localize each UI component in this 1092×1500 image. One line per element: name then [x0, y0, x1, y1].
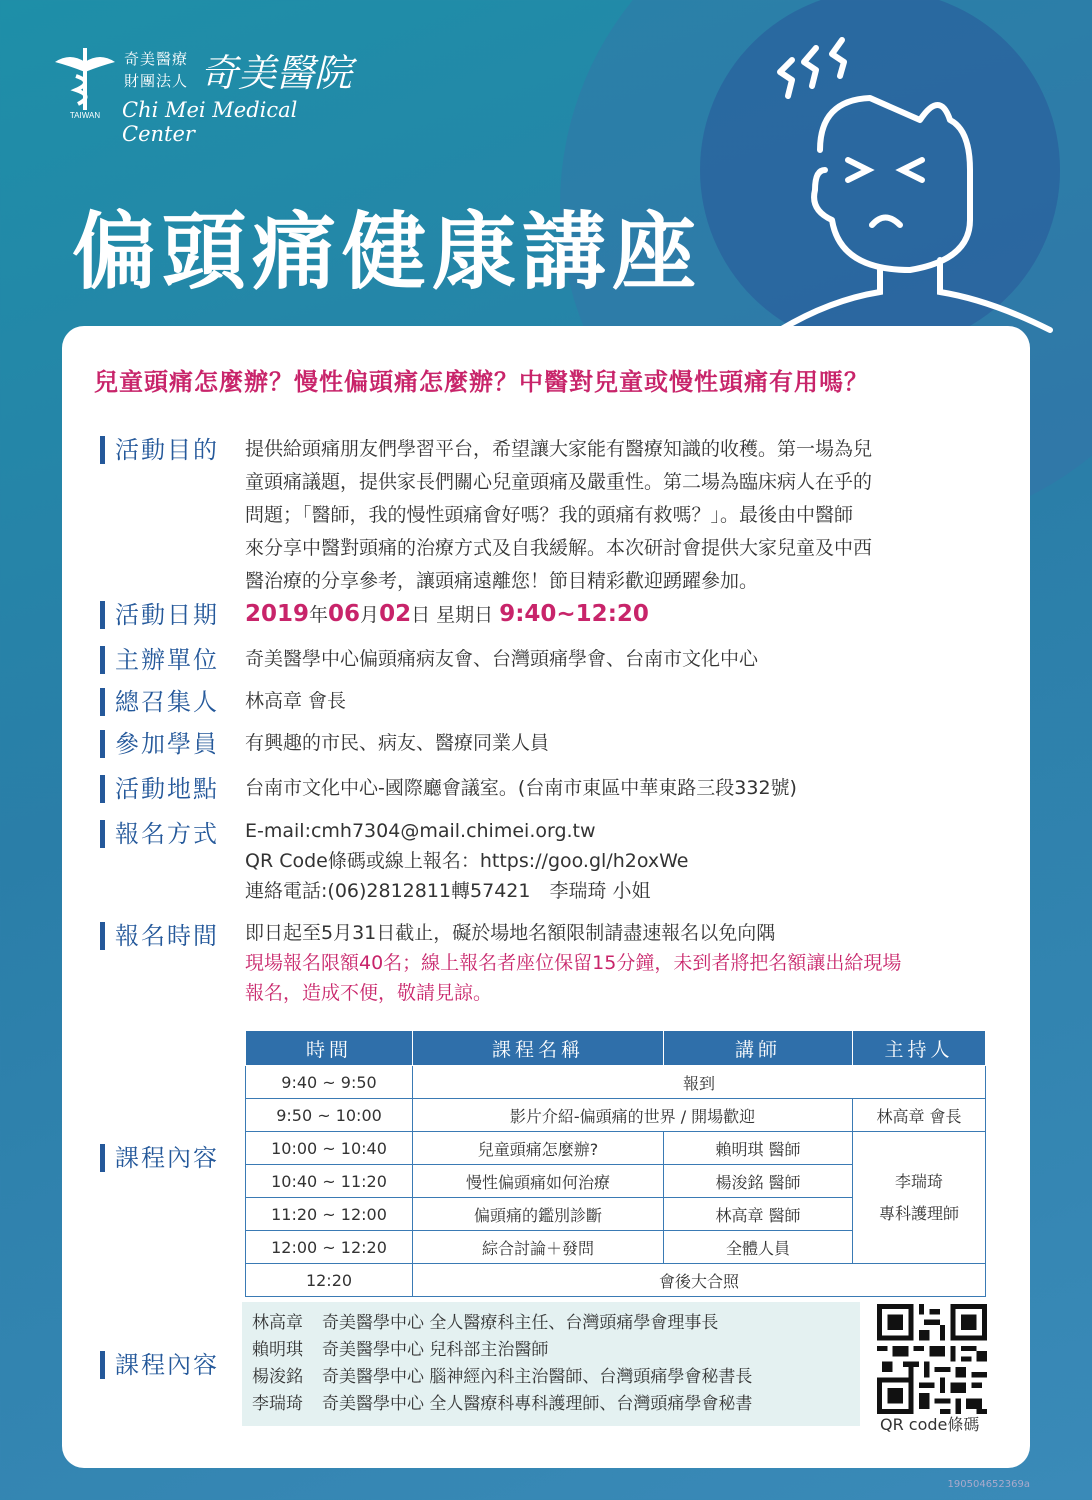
- purpose-text: [245, 433, 985, 598]
- label-purpose: 活動目的: [100, 436, 219, 464]
- date-month: 06: [328, 601, 361, 627]
- event-date: [245, 598, 649, 632]
- cell-topic: 慢性偏頭痛如何治療: [413, 1165, 664, 1198]
- label-convener: 總召集人: [100, 688, 219, 716]
- header-host: 主持人: [853, 1031, 986, 1066]
- organizer-value: 奇美醫學中心偏頭痛病友會、台灣頭痛學會、台南市文化中心: [245, 648, 759, 670]
- date-weekday: 星期日: [436, 604, 494, 626]
- host-title: 專科護理師: [878, 1203, 959, 1223]
- qr-label: QR code條碼: [880, 1415, 980, 1434]
- label-speakers: 課程內容: [100, 1351, 219, 1379]
- cell-topic: 偏頭痛的鑑別診斷: [413, 1198, 664, 1231]
- date-day: 02: [379, 601, 412, 627]
- label-schedule: 課程內容: [100, 1144, 219, 1172]
- speaker-name: 李瑞琦: [252, 1394, 303, 1414]
- speaker-title: 奇美醫學中心 兒科部主治醫師: [322, 1340, 549, 1360]
- cell-topic: 兒童頭痛怎麼辦?: [413, 1132, 664, 1165]
- label-organizer: 主辦單位: [100, 646, 219, 674]
- content-card: [62, 326, 1030, 1468]
- cell-speaker: 林高章 醫師: [664, 1198, 853, 1231]
- speaker-item: [252, 1310, 850, 1337]
- header-time: 時間: [246, 1031, 413, 1066]
- cell-speaker: 楊浚銘 醫師: [664, 1165, 853, 1198]
- date-year-unit: 年: [309, 604, 329, 626]
- table-row: [246, 1132, 986, 1165]
- page-title: 偏頭痛健康講座: [72, 203, 703, 301]
- label-date: 活動日期: [100, 601, 219, 629]
- cell-time: 10:40 ~ 11:20: [246, 1165, 413, 1198]
- cell-speaker: 賴明琪 醫師: [664, 1132, 853, 1165]
- org-line1: 奇美醫療: [124, 50, 189, 68]
- purpose-line: 問題；「醫師，我的慢性頭痛會好嗎？我的頭痛有救嗎？」。最後由中醫師: [245, 504, 854, 526]
- location-value: 台南市文化中心-國際廳會議室。(台南市東區中華東路三段332號): [245, 777, 797, 799]
- emblem-caption: TAIWAN: [69, 111, 101, 120]
- header-speaker: 講師: [664, 1031, 853, 1066]
- hospital-logo: [50, 40, 370, 146]
- purpose-line: 童頭痛議題，提供家長們關心兒童頭痛及嚴重性。第二場為臨床病人在乎的: [245, 471, 873, 493]
- speaker-list: [242, 1302, 860, 1426]
- reg-note: 現場報名限額40名；線上報名者座位保留15分鐘，未到者將把名額讓出給現場: [245, 952, 902, 974]
- reg-note: 報名，造成不便，敬請見諒。: [245, 982, 493, 1004]
- registration-url[interactable]: QR Code條碼或線上報名：https://goo.gl/h2oxWe: [245, 850, 689, 872]
- table-row: [246, 1066, 986, 1099]
- org-line2: 財團法人: [124, 72, 189, 90]
- cell-time: 12:20: [246, 1264, 413, 1297]
- cell-time: 11:20 ~ 12:00: [246, 1198, 413, 1231]
- cell-time: 10:00 ~ 10:40: [246, 1132, 413, 1165]
- table-row: [246, 1264, 986, 1297]
- schedule-table: [245, 1030, 986, 1297]
- cell-topic: 會後大合照: [413, 1264, 986, 1297]
- date-time: 9:40~12:20: [499, 601, 649, 627]
- caduceus-emblem-icon: [50, 40, 120, 120]
- host-name: 李瑞琦: [894, 1171, 943, 1191]
- speaker-item: [252, 1391, 850, 1418]
- header-topic: 課程名稱: [413, 1031, 664, 1066]
- speaker-title: 奇美醫學中心 全人醫療科主任、台灣頭痛學會理事長: [322, 1313, 719, 1333]
- purpose-line: 提供給頭痛朋友們學習平台，希望讓大家能有醫療知識的收穫。第一場為兒: [245, 438, 873, 460]
- speaker-title: 奇美醫學中心 腦神經內科主治醫師、台灣頭痛學會秘書長: [322, 1367, 753, 1387]
- hospital-name: 奇美醫院: [200, 51, 353, 95]
- cell-speaker: 全體人員: [664, 1231, 853, 1264]
- speaker-item: [252, 1364, 850, 1391]
- label-reg-time: 報名時間: [100, 922, 219, 950]
- registration-email[interactable]: E-mail:cmh7304@mail.chimei.org.tw: [245, 820, 596, 842]
- table-row: [246, 1099, 986, 1132]
- registration-info: [245, 816, 688, 906]
- hospital-en-name: Chi Mei Medical Center: [122, 98, 298, 146]
- cell-time: 9:50 ~ 10:00: [246, 1099, 413, 1132]
- cell-time: 9:40 ~ 9:50: [246, 1066, 413, 1099]
- cell-topic: 綜合討論＋發問: [413, 1231, 664, 1264]
- schedule-header-row: [246, 1031, 986, 1066]
- convener-value: 林高章 會長: [245, 690, 347, 712]
- speaker-title: 奇美醫學中心 全人醫療科專科護理師、台灣頭痛學會秘書: [322, 1394, 753, 1414]
- participants-value: 有興趣的市民、病友、醫療同業人員: [245, 732, 550, 754]
- purpose-line: 醫治療的分享參考，讓頭痛遠離您！節目精彩歡迎踴躍參加。: [245, 570, 759, 592]
- label-location: 活動地點: [100, 775, 219, 803]
- date-month-unit: 月: [360, 604, 380, 626]
- speaker-name: 賴明琪: [252, 1340, 303, 1360]
- speaker-item: [252, 1337, 850, 1364]
- footer-code: 190504652369a: [947, 1479, 1030, 1490]
- speaker-name: 林高章: [252, 1313, 303, 1333]
- headache-face-icon: [760, 20, 1080, 340]
- subtitle: 兒童頭痛怎麼辦？慢性偏頭痛怎麼辦？中醫對兒童或慢性頭痛有用嗎？: [94, 368, 869, 396]
- cell-time: 12:00 ~ 12:20: [246, 1231, 413, 1264]
- date-day-unit: 日: [411, 604, 431, 626]
- cell-topic: 報到: [413, 1066, 986, 1099]
- registration-phone: 連絡電話:(06)2812811轉57421 李瑞琦 小姐: [245, 880, 651, 902]
- date-year: 2019: [245, 601, 310, 627]
- qr-code-icon[interactable]: [877, 1304, 987, 1414]
- reg-time-info: [245, 918, 901, 1008]
- cell-host: [853, 1132, 986, 1264]
- label-registration: 報名方式: [100, 820, 219, 848]
- label-participants: 參加學員: [100, 730, 219, 758]
- reg-deadline: 即日起至5月31日截止，礙於場地名額限制請盡速報名以免向隅: [245, 922, 776, 944]
- cell-topic: 影片介紹-偏頭痛的世界 / 開場歡迎: [413, 1099, 853, 1132]
- speaker-name: 楊浚銘: [252, 1367, 303, 1387]
- purpose-line: 來分享中醫對頭痛的治療方式及自我緩解。本次研討會提供大家兒童及中西: [245, 537, 873, 559]
- cell-host: 林高章 會長: [853, 1099, 986, 1132]
